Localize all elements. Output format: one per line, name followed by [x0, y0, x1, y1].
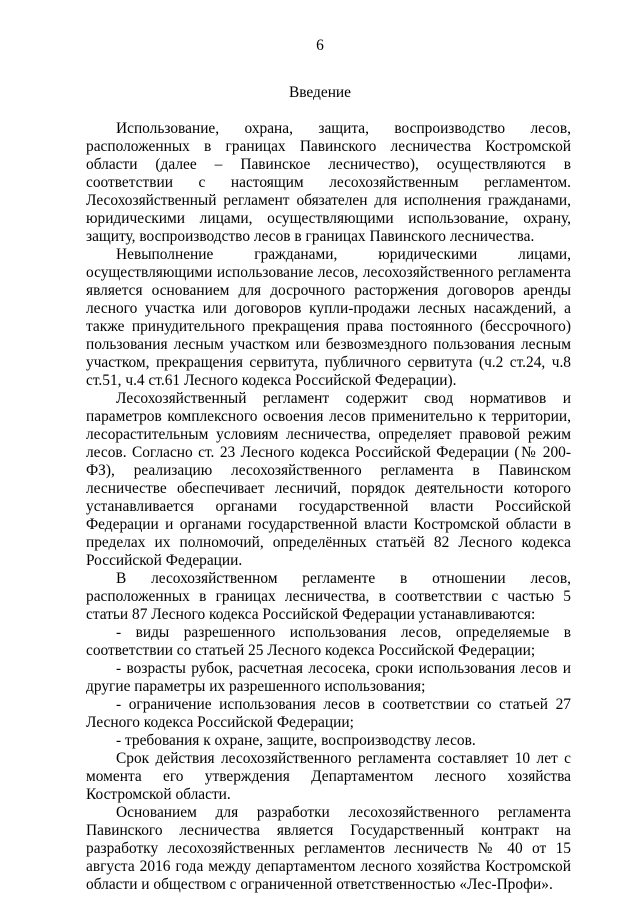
- body-text: [86, 120, 571, 894]
- list-item: - ограничение использования лесов в соответствии со статьей 27 Лесного кодекса Российской Федерации;: [86, 696, 571, 731]
- paragraph: В лесохозяйственном регламенте в отношении лесов, расположенных в границах лесничества, в соответствии с частью 5 статьи 87 Лесного кодекса Российской Федерации устанавливаются:: [86, 570, 571, 623]
- list-item: - виды разрешенного использования лесов, определяемые в соответствии со статьей 25 Лесного кодекса Российской Федерации;: [86, 624, 571, 659]
- paragraph: Срок действия лесохозяйственного регламента составляет 10 лет с момента его утверждения Департаментом лесного хозяйства Костромской области.: [86, 750, 571, 803]
- paragraph: Лесохозяйственный регламент содержит свод нормативов и параметров комплексного освоения лесов применительно к территории, лесорастительным условиям лесничества, определяет правовой режим лесов. Согласно ст. 23 Лесного кодекса Российской Федерации (№ 200-ФЗ), реализацию лесохозяйственного регламента в Павинском лесничестве обеспечивает лесничий, порядок деятельности которого устанавливается органами государственной власти Российской Федерации и органами государственной власти Костромской области в пределах их полномочий, определённых статьёй 82 Лесного кодекса Российской Федерации.: [86, 390, 571, 569]
- list-item: - требования к охране, защите, воспроизводству лесов.: [116, 732, 476, 749]
- paragraph: Невыполнение гражданами, юридическими лицами, осуществляющими использование лесов, лесохозяйственного регламента является основанием для досрочного расторжения договоров аренды лесного участка или договоров купли-продажи лесных насаждений, а также принудительного прекращения права постоянного (бессрочного) пользования лесным участком или безвозмездного пользования лесным участком, прекращения сервитута, публичного сервитута (ч.2 ст.24, ч.8 ст.51, ч.4 ст.61 Лесного кодекса Российской Федерации).: [86, 246, 571, 389]
- section-title: Введение: [288, 84, 352, 101]
- paragraph: Использование, охрана, защита, воспроизводство лесов, расположенных в границах Павинского лесничества Костромской области (далее – Павинское лесничество), осуществляются в соответствии с настоящим лесохозяйственным регламентом. Лесохозяйственный регламент обязателен для исполнения гражданами, юридическими лицами, осуществляющими использование, охрану, защиту, воспроизводство лесов в границах Павинского лесничества.: [86, 120, 571, 245]
- list-item: - возрасты рубок, расчетная лесосека, сроки использования лесов и другие параметры их разрешенного использования;: [86, 660, 571, 695]
- page-number: 6: [316, 37, 324, 54]
- paragraph: Основанием для разработки лесохозяйственного регламента Павинского лесничества является Государственный контракт на разработку лесохозяйственных регламентов лесничеств № 40 от 15 августа 2016 года между департаментом лесного хозяйства Костромской области и обществом с ограниченной ответственностью «Лес-Профи».: [86, 804, 571, 893]
